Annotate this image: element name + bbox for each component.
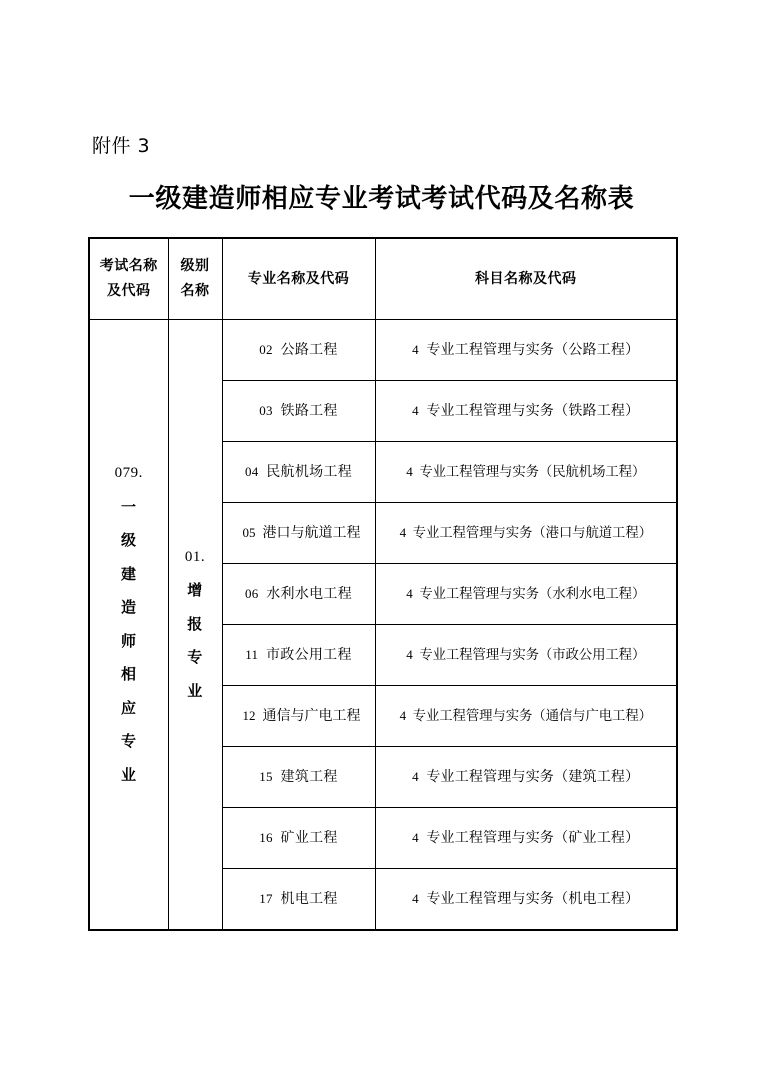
subject-cell <box>375 808 677 869</box>
subject-name: 专业工程管理与实务（市政公用工程） <box>419 647 646 663</box>
subject-cell <box>375 381 677 442</box>
column-header-exam-name-code <box>89 238 168 320</box>
subject-name: 专业工程管理与实务（港口与航道工程） <box>412 525 652 541</box>
major-name: 民航机场工程 <box>266 464 353 480</box>
major-cell <box>222 869 375 931</box>
subject-cell <box>375 442 677 503</box>
major-code: 04 <box>244 464 262 479</box>
table-row <box>89 320 677 381</box>
major-name: 水利水电工程 <box>266 586 353 602</box>
major-code: 11 <box>245 647 262 662</box>
level-vertical-text <box>169 541 222 709</box>
major-cell <box>222 686 375 747</box>
exam-name-char-4: 师 <box>120 631 137 650</box>
exam-name-char-1: 级 <box>120 531 137 549</box>
exam-name-char-6: 应 <box>120 698 137 717</box>
column-header-level-name-line1: 级别 <box>180 258 210 274</box>
column-header-major-name-code: 专业名称及代码 <box>222 238 375 320</box>
column-header-level-name <box>168 238 222 320</box>
major-name: 市政公用工程 <box>265 647 352 663</box>
major-name: 建筑工程 <box>280 769 338 785</box>
subject-code: 4 <box>406 463 416 479</box>
exam-code-table <box>88 237 678 931</box>
subject-name: 专业工程管理与实务（铁路工程） <box>426 403 640 419</box>
exam-name-char-0: 一 <box>120 497 137 516</box>
subject-code: 4 <box>399 707 409 723</box>
column-header-exam-name-code-line1: 考试名称 <box>99 258 158 274</box>
major-code: 17 <box>259 891 276 906</box>
subject-code: 4 <box>412 403 422 418</box>
subject-code: 4 <box>412 830 422 845</box>
major-cell <box>222 747 375 808</box>
level-name-char-0: 增 <box>187 581 203 600</box>
subject-cell <box>375 320 677 381</box>
subject-code: 4 <box>406 646 416 662</box>
major-name: 公路工程 <box>280 342 338 358</box>
level-name-char-3: 业 <box>187 681 203 700</box>
column-header-exam-name-code-line2: 及代码 <box>107 283 151 299</box>
major-cell <box>222 625 375 686</box>
subject-name: 专业工程管理与实务（水利水电工程） <box>419 586 646 602</box>
major-name: 通信与广电工程 <box>262 708 361 724</box>
major-cell <box>222 381 375 442</box>
exam-name-char-5: 相 <box>120 665 137 683</box>
major-name: 铁路工程 <box>280 403 338 419</box>
major-name: 机电工程 <box>280 891 338 907</box>
attachment-label: 附件 3 <box>92 135 151 157</box>
subject-cell <box>375 503 677 564</box>
exam-code-table-wrapper <box>88 237 676 931</box>
exam-vertical-text <box>90 457 168 792</box>
subject-name: 专业工程管理与实务（民航机场工程） <box>419 464 646 480</box>
major-cell <box>222 320 375 381</box>
major-cell <box>222 564 375 625</box>
level-name-cell <box>168 320 222 931</box>
subject-cell <box>375 564 677 625</box>
column-header-level-name-line2: 名称 <box>180 283 210 299</box>
subject-cell <box>375 625 677 686</box>
subject-cell <box>375 747 677 808</box>
major-code: 06 <box>244 586 262 601</box>
subject-code: 4 <box>412 769 422 784</box>
major-code: 16 <box>259 830 276 845</box>
major-cell <box>222 808 375 869</box>
exam-name-char-8: 业 <box>120 765 137 784</box>
major-cell <box>222 442 375 503</box>
level-name-char-1: 报 <box>187 614 203 633</box>
exam-name-char-3: 造 <box>120 598 137 616</box>
subject-name: 专业工程管理与实务（公路工程） <box>426 342 640 358</box>
exam-code: 079. <box>114 465 143 481</box>
exam-name-code-cell <box>89 320 168 931</box>
subject-name: 专业工程管理与实务（机电工程） <box>426 891 640 907</box>
subject-code: 4 <box>412 891 422 906</box>
level-code: 01. <box>184 548 206 565</box>
subject-code: 4 <box>412 342 422 357</box>
major-code: 03 <box>259 403 276 418</box>
subject-name: 专业工程管理与实务（矿业工程） <box>426 830 640 846</box>
major-code: 05 <box>242 525 259 540</box>
subject-code: 4 <box>399 524 409 540</box>
level-name-char-2: 专 <box>187 648 203 667</box>
major-code: 15 <box>259 769 276 784</box>
subject-cell <box>375 686 677 747</box>
column-header-subject-name-code: 科目名称及代码 <box>375 238 677 320</box>
major-code: 02 <box>259 342 276 357</box>
major-name: 港口与航道工程 <box>262 525 361 541</box>
exam-name-char-7: 专 <box>120 732 137 750</box>
major-name: 矿业工程 <box>280 830 338 846</box>
exam-name-char-2: 建 <box>120 564 137 583</box>
subject-name: 专业工程管理与实务（建筑工程） <box>426 769 640 785</box>
subject-code: 4 <box>406 585 416 601</box>
subject-name: 专业工程管理与实务（通信与广电工程） <box>412 708 652 724</box>
table-header-row <box>89 238 677 320</box>
page-title: 一级建造师相应专业考试考试代码及名称表 <box>128 184 635 214</box>
subject-cell <box>375 869 677 931</box>
major-cell <box>222 503 375 564</box>
major-code: 12 <box>242 708 259 723</box>
